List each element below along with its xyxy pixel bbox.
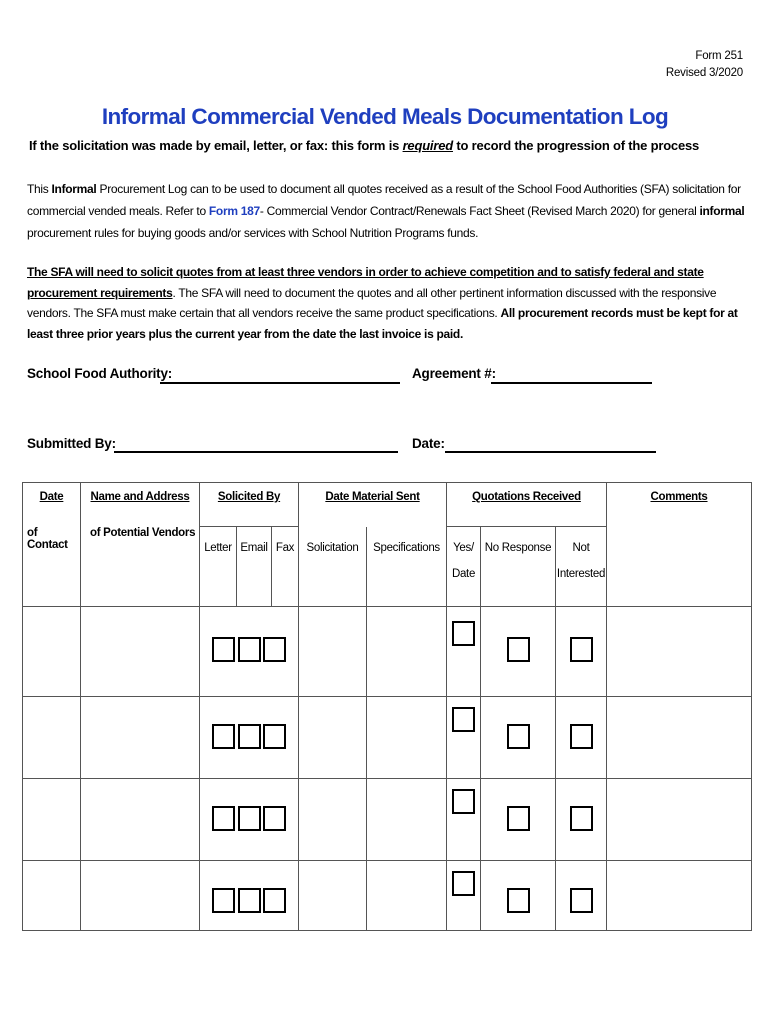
letter-checkbox[interactable]	[212, 637, 235, 662]
submitted-by-input-line[interactable]	[114, 451, 398, 453]
yes-date-checkbox[interactable]	[452, 707, 475, 732]
no-response-label: No Response	[481, 527, 556, 607]
intro-paragraph: This Informal Procurement Log can to be used to document all quotes received as a result of the School Food Authorities (SFA) solicitation for commercial vended meals. Refer to Form 187- Commercial Vendor Contract/Renewals Fact Sheet (Revised March 2020) for general informal procurement rules for buying goods and/or services with School Nutrition Programs funds.	[27, 182, 745, 240]
form-number: Form 251	[695, 50, 743, 62]
not-interested-checkbox[interactable]	[570, 888, 593, 913]
no-response-checkbox[interactable]	[507, 724, 530, 749]
form-187-link[interactable]: Form 187	[208, 204, 260, 218]
letter-checkbox[interactable]	[212, 806, 235, 831]
table-row	[23, 779, 752, 861]
date-input-line[interactable]	[445, 451, 656, 453]
solicitation-date-cell[interactable]	[299, 697, 367, 779]
date-of-contact-cell[interactable]	[23, 779, 81, 861]
yes-date-label: Yes/ Date	[447, 527, 481, 607]
agreement-label: Agreement #:	[412, 366, 496, 381]
log-rows	[23, 607, 752, 931]
date-header: Date	[23, 483, 81, 527]
solicitation-date-cell[interactable]	[299, 861, 367, 931]
email-checkbox[interactable]	[238, 637, 261, 662]
not-interested-cell	[556, 861, 607, 931]
no-response-cell	[481, 697, 556, 779]
sfa-input-line[interactable]	[160, 382, 400, 384]
email-checkbox[interactable]	[238, 888, 261, 913]
no-response-cell	[481, 861, 556, 931]
solicitation-date-cell[interactable]	[299, 607, 367, 697]
letter-label: Letter	[200, 527, 237, 607]
requirements-paragraph: The SFA will need to solicit quotes from at least three vendors in order to achieve competition and to satisfy federal and state procurement requirements. The SFA will need to document the quotes and all other pertinent information discussed with the responsive vendors. The SFA must make certain that all vendors receive the same product specifications. All procurement records must be kept for at least three prior years plus the current year from the date the last invoice is paid.	[27, 265, 738, 341]
quotations-header: Quotations Received	[447, 483, 607, 527]
date-of-contact-cell[interactable]	[23, 697, 81, 779]
header-row	[23, 483, 752, 527]
solicited-by-cell	[200, 779, 299, 861]
email-checkbox[interactable]	[238, 724, 261, 749]
solicited-by-cell	[200, 697, 299, 779]
specifications-date-cell[interactable]	[367, 697, 447, 779]
comments-cell[interactable]	[607, 779, 752, 861]
not-interested-cell	[556, 697, 607, 779]
potential-vendors-label: of Potential Vendors	[81, 527, 200, 607]
not-interested-cell	[556, 779, 607, 861]
date-material-header: Date Material Sent	[299, 483, 447, 527]
specifications-date-cell[interactable]	[367, 607, 447, 697]
fax-label: Fax	[272, 527, 299, 607]
specifications-label: Specifications	[367, 527, 447, 607]
vendor-cell[interactable]	[81, 697, 200, 779]
yes-date-cell	[447, 861, 481, 931]
page-title: Informal Commercial Vended Meals Documentation Log	[101, 104, 669, 129]
vendor-cell[interactable]	[81, 861, 200, 931]
fax-checkbox[interactable]	[263, 806, 286, 831]
date-of-contact-cell[interactable]	[23, 607, 81, 697]
solicited-by-header: Solicited By	[200, 483, 299, 527]
yes-date-checkbox[interactable]	[452, 789, 475, 814]
comments-header: Comments	[607, 483, 752, 607]
yes-date-cell	[447, 779, 481, 861]
table-row	[23, 861, 752, 931]
fax-checkbox[interactable]	[263, 637, 286, 662]
sfa-label: School Food Authority:	[27, 366, 173, 381]
submitted-by-label: Submitted By:	[27, 436, 116, 451]
subtitle: If the solicitation was made by email, letter, or fax: this form is required to record the progression of the process	[28, 138, 700, 153]
not-interested-label: Not Interested	[556, 527, 607, 607]
no-response-checkbox[interactable]	[507, 806, 530, 831]
no-response-checkbox[interactable]	[507, 888, 530, 913]
name-header: Name and Address	[81, 483, 200, 527]
not-interested-checkbox[interactable]	[570, 806, 593, 831]
yes-date-checkbox[interactable]	[452, 621, 475, 646]
not-interested-checkbox[interactable]	[570, 637, 593, 662]
email-label: Email	[237, 527, 272, 607]
table-row	[23, 697, 752, 779]
yes-date-cell	[447, 697, 481, 779]
solicitation-date-cell[interactable]	[299, 779, 367, 861]
solicited-by-cell	[200, 861, 299, 931]
letter-checkbox[interactable]	[212, 724, 235, 749]
not-interested-checkbox[interactable]	[570, 724, 593, 749]
form-identifier	[666, 48, 743, 82]
date-label: Date:	[412, 436, 445, 451]
comments-cell[interactable]	[607, 697, 752, 779]
date-of-contact-label: of Contact	[23, 527, 81, 607]
vendor-cell[interactable]	[81, 779, 200, 861]
vendor-cell[interactable]	[81, 607, 200, 697]
comments-cell[interactable]	[607, 607, 752, 697]
comments-cell[interactable]	[607, 861, 752, 931]
table-row	[23, 607, 752, 697]
solicited-by-cell	[200, 607, 299, 697]
documentation-log-table	[22, 482, 752, 931]
fax-checkbox[interactable]	[263, 888, 286, 913]
yes-date-checkbox[interactable]	[452, 871, 475, 896]
yes-date-cell	[447, 607, 481, 697]
not-interested-cell	[556, 607, 607, 697]
no-response-cell	[481, 607, 556, 697]
email-checkbox[interactable]	[238, 806, 261, 831]
revised-date: Revised 3/2020	[665, 67, 743, 79]
date-of-contact-cell[interactable]	[23, 861, 81, 931]
required-emphasis: required	[402, 138, 453, 153]
specifications-date-cell[interactable]	[367, 861, 447, 931]
fax-checkbox[interactable]	[263, 724, 286, 749]
specifications-date-cell[interactable]	[367, 779, 447, 861]
agreement-input-line[interactable]	[491, 382, 652, 384]
no-response-cell	[481, 779, 556, 861]
no-response-checkbox[interactable]	[507, 637, 530, 662]
solicitation-label: Solicitation	[299, 527, 367, 607]
letter-checkbox[interactable]	[212, 888, 235, 913]
